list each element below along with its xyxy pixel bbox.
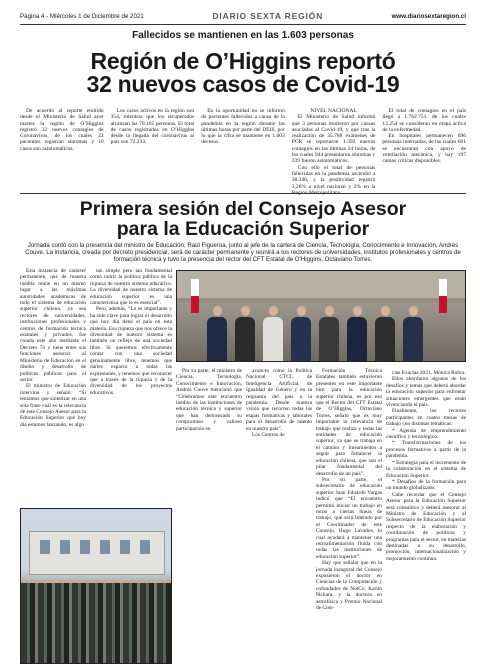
story2-column-d	[246, 368, 312, 668]
person	[263, 306, 283, 361]
person	[375, 306, 395, 361]
page-header	[20, 10, 466, 22]
story2-paragraph: Finalmente, los rectores participantes en cuatro mesas de trabajo con distintas temáticas:	[386, 408, 466, 428]
masthead: DIARIO SEXTA REGIÓN	[212, 11, 324, 21]
story2-headline-line2: para la Educación Superior	[116, 218, 370, 240]
story1-paragraph: En hospitales permanecen 696 personas internadas, de las cuales 601 se encuentran con apoyo de ventilación mecánica, y hay 197 camas críticas disponibles.	[382, 133, 466, 165]
story1-paragraph: De acuerdo al reporte emitido desde el Ministerio de Salud ayer martes la región de O’Higgins registró 32 nuevos contagios de Coronavirus, de los cuales 22 pacientes registran síntomas y 10 casos son asintomáticos.	[20, 108, 104, 152]
story2-paragraph: Cabe recordar que el Consejo Asesor para la Educación Superior será consultivo y deberá asesorar al Ministro de Educación y al Subsecretario de Educación Superior respecto de la elaboración y coordinación de políticas y programas para el sector, en materias destinadas a su desarrollo, promoción, internacionalización y mejoramiento continuo.	[386, 491, 466, 562]
story1-col5	[382, 108, 466, 196]
story2-lede: Jornada contó con la presencia del ministro de Educación, Raúl Figueroa, junto al jefe de la cartera de Ciencia, Tecnología, Conocimiento e Innovación, Andrés Couve. La instancia, creada por decreto presidencial, será de carácter permanente y reunirá a los rectores de universidades, institutos profesionales y centros de formación técnica y tuvo la presencia del rector del CFT Estatal de O’Higgins, Octaviano Torres.	[25, 242, 461, 264]
story2-paragraph: avances como la Política Nacional CTCI, de Inteligencia Artificial, de Igualdad de Género y en la respuesta del país a la pandemia. Desde nuestra visión que recorren todas las etapas formativas y laborales para el desarrollo de talento en nuestro país”.	[246, 368, 312, 432]
header-rule	[20, 24, 466, 25]
story2-column-e	[316, 368, 382, 668]
story2-paragraph: Por su parte, el subsecretario de educación superior Juan Eduardo Vargas indicó que “El encuentro permitió iniciar un trabajo en torno a ciertas líneas de trabajo, que será liderado por el Coordinador de este Consejo, Hugo Lavados, lo cual ayudará a mantener una retroalimentación fluida con todas las instituciones de educación superior”.	[316, 476, 382, 560]
photo-building	[29, 531, 165, 575]
story1-paragraph: El total de contagios en el país llegó a 1.762.751, de los cuales 13.254 se consideran en etapa activa de la enfermedad.	[382, 108, 466, 133]
story2-column-c	[176, 368, 242, 668]
story2-paragraph: Hay que señalar que en la jornada inaugural del Consejo expusieron el doctor en Ciencias de la Computación y cofundador de NotCo, Karim Pichara, y la doctora en astrofísica y Premio Nacional de Cien-	[316, 560, 382, 612]
person	[235, 306, 255, 361]
person	[207, 306, 227, 361]
person	[403, 306, 423, 361]
story1-paragraph: El Ministerio de Salud informó que 3 personas murieron por causas asociadas al Covid-19, y que tras la realización de 35.788 exámenes de PCR se reportaron 1.392 nuevos contagios en las últimas 24 horas, de los cuales 944 presentaron síntomas y 339 fueron asintomáticos.	[291, 114, 376, 165]
story2-paragraph: Ellos abordaron algunos de los desafíos y temas que deberá abordar la educación superior para enfrentar situaciones emergentes que están vivenciando el país.	[386, 376, 466, 409]
section-rule	[20, 193, 466, 194]
story1-headline-line1: Región de O’Higgins reportó	[90, 48, 396, 74]
person	[319, 306, 339, 361]
story2-paragraph: cias Exactas 2021, Mónica Rubio.	[392, 370, 466, 376]
story1-paragraph: Con ello el total de personas fallecidas en la pandemia ascendió a 38.346, y la positividad registró 3,26% a nivel nacional y 2% en la	[291, 164, 376, 190]
story2-paragraph: Pero, además, “Le es importante y ha sido clave para lograr el desarrollo que hoy día tiene el país en esta materia. Esa riqueza que nos ofrece la diversidad de nuestro sistema es también un reflejo de una sociedad libre. Si queremos efectivamente contar con una sociedad genuinamente libre, tenemos que darles espacio a todas las expresiones, y tenemos que reconocer que a través de la riqueza y de la diversidad de los proyectos educativos.	[90, 306, 172, 396]
story1-paragraph: En la oportunidad no se informó de pacientes fallecidos a causa de la pandemia en la región durante las últimas horas por parte del DEIS, por lo que la cifra se mantiene en 1.603 decesos.	[201, 108, 285, 146]
story2-bullet: * Agenda de emprendimiento científico y tecnológico.	[386, 427, 466, 441]
flag-chile	[191, 279, 199, 313]
story1-headline	[20, 50, 466, 96]
site-url[interactable]: www.diariosextaregion.cl	[391, 12, 466, 20]
story1-body	[20, 108, 466, 190]
person	[291, 306, 311, 361]
photo-group	[20, 508, 172, 664]
story2-bullet: * Estrategia para el incremento de la colaboración en el sistema de Educación Superior.	[386, 459, 466, 479]
photo-crowd	[21, 583, 171, 663]
story2-bullet: * Transformaciones de los procesos formativos a partir de la pandemia.	[386, 440, 466, 460]
story2-paragraph: Formación Técnica Estatales también estuvieron presentes en este importante hito para la educación superior chilena, es por eso que el Rector del CFT Estatal de O’Higgins, Octaviano Torres, señaló que es muy importante la relevancia de trabajo que realiza y todas las entidades de educación superior, ya que se trabaja en el camino y lineamientos a seguir para fortalecer la educación chilena, que son el pilar fundamental del desarrollo de un país”.	[316, 368, 382, 477]
person	[347, 306, 367, 361]
story1-paragraph: Los casos activos en la región son 354, mientras que los recuperados alcanzan las 70.105 personas. El total de casos registrados en O’Higgins desde la llegada del coronavirus al país son 72.233.	[110, 108, 195, 146]
story1-headline-line2: 32 nuevos casos de Covid-19	[86, 71, 400, 97]
story2-headline	[20, 199, 466, 239]
story1-subhead: NIVEL NACIONAL	[310, 108, 357, 114]
story2-paragraph: Esta instancia de carácter permanente, que de manera inédita reúne en un mismo lugar a las máximas autoridades académicas de todo el sistema de educación superior chilena, ya sea rectores de universidades, instituciones profesionales y centros de formación técnica estatales y privados, fue creada este año mediante el Decreto 74 y tiene entre sus funciones asesorar al Ministerio de Educación en el diseño y desarrollo de políticas públicas para el sector.	[20, 268, 86, 383]
story2-paragraph: Los Centros de	[252, 432, 285, 439]
story2-paragraph: Por su parte, el ministro de Ciencia, Tecnología, Conocimiento e Innovación, Andrés Couve mencionó que “Celebramos este encuentro inédito de las instituciones de educación técnica y superior que han demostrado su compromiso y valioso participación en	[176, 368, 242, 432]
story1-col4	[292, 108, 376, 196]
page-date: Página 4 - Miércoles 1 de Diciembre de 2021	[20, 12, 144, 20]
photo-officials	[176, 270, 466, 362]
story2-paragraph: tan simple pero tan fundamental como nutrir la política pública de la riqueza de nuestro sistema educativo. La diversidad de nuestro sistema de educación superior es una característica que le es esencial”.	[90, 268, 172, 307]
story2-column-f	[386, 370, 466, 666]
flag-chile	[439, 279, 447, 313]
photo-wall	[177, 271, 465, 298]
story2-bullet: * Desafíos de la formación para un mundo globalizado.	[386, 478, 466, 492]
story1-kicker: Fallecidos se mantienen en las 1.603 personas	[132, 30, 354, 41]
story2-paragraph: El ministro de Educación intervino y señaló: “Si teníamos que sintetizar en una sola frase cuál es la relevancia de este Consejo Asesor para la Educación Superior que hoy día estamos lanzando, es algo	[20, 383, 86, 428]
story2-headline-line1: Primera sesión del Consejo Asesor	[79, 198, 407, 220]
